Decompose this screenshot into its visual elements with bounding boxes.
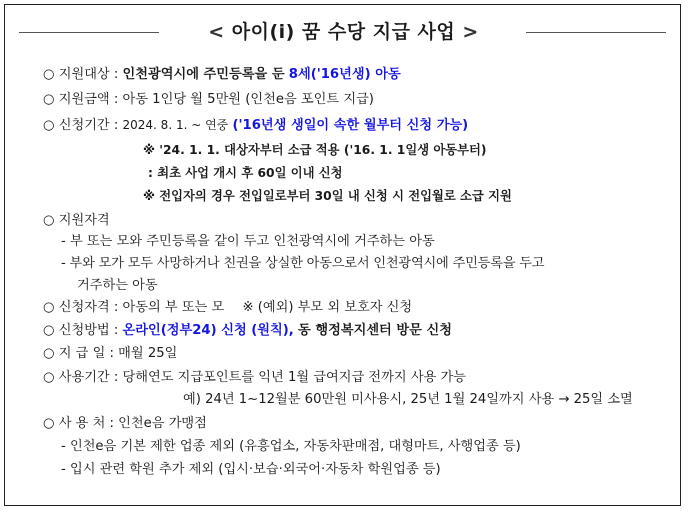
method-online: 온라인(정부24) 신청 (원칙), [122,323,294,338]
payday-value: 매월 25일 [118,346,178,361]
method-visit: 동 행정복지센터 방문 신청 [298,323,452,338]
bullet-icon: ○ [43,67,55,82]
period-label: 신청기간 : [58,118,119,133]
item-target [43,66,401,84]
usage-period-label: 사용기간 : [58,370,119,385]
qualification-line-1: - 부 또는 모와 주민등록을 같이 두고 인천광역시에 거주하는 아동 [61,234,435,249]
bullet-icon: ○ [43,92,55,107]
bullet-icon: ○ [43,370,55,385]
qualification-line-2-cont: 거주하는 아동 [77,278,158,293]
item-applicant [43,299,412,317]
usage-place-line-1: - 인천e음 기본 제한 업종 제외 (유흥업소, 자동차판매점, 대형마트, 사행업종 등) [61,439,521,454]
amount-value: 아동 1인당 월 5만원 (인천e음 포인트 지급) [122,92,374,107]
title-bar [5,13,680,53]
item-period [43,116,468,135]
applicant-label: 신청자격 : [58,300,119,315]
bullet-icon: ○ [43,213,55,228]
title-text: 아이(i) 꿈 수당 지급 사업 [231,21,456,43]
item-usage-place [43,415,207,433]
title-rule-left [19,32,159,33]
page-title [175,17,512,44]
bullet-icon: ○ [43,346,55,361]
target-value: 인천광역시에 주민등록을 둔 [122,67,285,82]
item-qualification [43,212,110,230]
title-rule-right [526,32,666,33]
usage-period-example: 예) 24년 1~12월분 60만원 미사용시, 25년 1월 24일까지 사용 → 25일 소멸 [183,392,633,407]
chevron-left-icon: < [208,21,225,43]
qualification-label: 지원자격 [58,213,110,228]
period-note-blue: ('16년생 생일이 속한 월부터 신청 가능) [232,118,469,133]
notice-frame [4,4,681,506]
bullet-icon: ○ [43,118,55,133]
target-label: 지원대상 : [58,67,119,82]
target-age: 8세('16년생) 아동 [288,67,401,82]
bullet-icon: ○ [43,416,55,431]
period-note-1: ※ '24. 1. 1. 대상자부터 소급 적용 ('16. 1. 1일생 아동부터) [143,143,487,157]
bullet-icon: ○ [43,323,55,338]
usage-place-value: 인천e음 가맹점 [118,416,207,431]
method-label: 신청방법 : [58,323,119,338]
chevron-right-icon: > [462,21,479,43]
applicant-exception: ※ (예외) 부모 외 보호자 신청 [242,300,413,315]
payday-label: 지 급 일 : [58,346,114,361]
item-amount [43,91,374,109]
usage-place-line-2: - 입시 관련 학원 추가 제외 (입시·보습·외국어·자동차 학원업종 등) [61,462,441,477]
applicant-value: 아동의 부 또는 모 [122,300,225,315]
amount-label: 지원금액 : [58,92,119,107]
usage-place-label: 사 용 처 : [58,416,114,431]
item-payday [43,345,177,363]
item-usage-period [43,369,466,387]
bullet-icon: ○ [43,300,55,315]
period-note-2: : 최초 사업 개시 후 60일 이내 신청 [148,166,343,180]
period-note-3: ※ 전입자의 경우 전입일로부터 30일 내 신청 시 전입월로 소급 지원 [143,189,512,203]
item-method [43,322,452,340]
qualification-line-2: - 부와 모가 모두 사망하거나 친권을 상실한 아동으로서 인천광역시에 주민등록을 두고 [61,256,545,271]
period-value: 2024. 8. 1. ~ 연중 [122,118,229,132]
usage-period-value: 당해연도 지급포인트를 익년 1월 급여지급 전까지 사용 가능 [122,370,466,385]
